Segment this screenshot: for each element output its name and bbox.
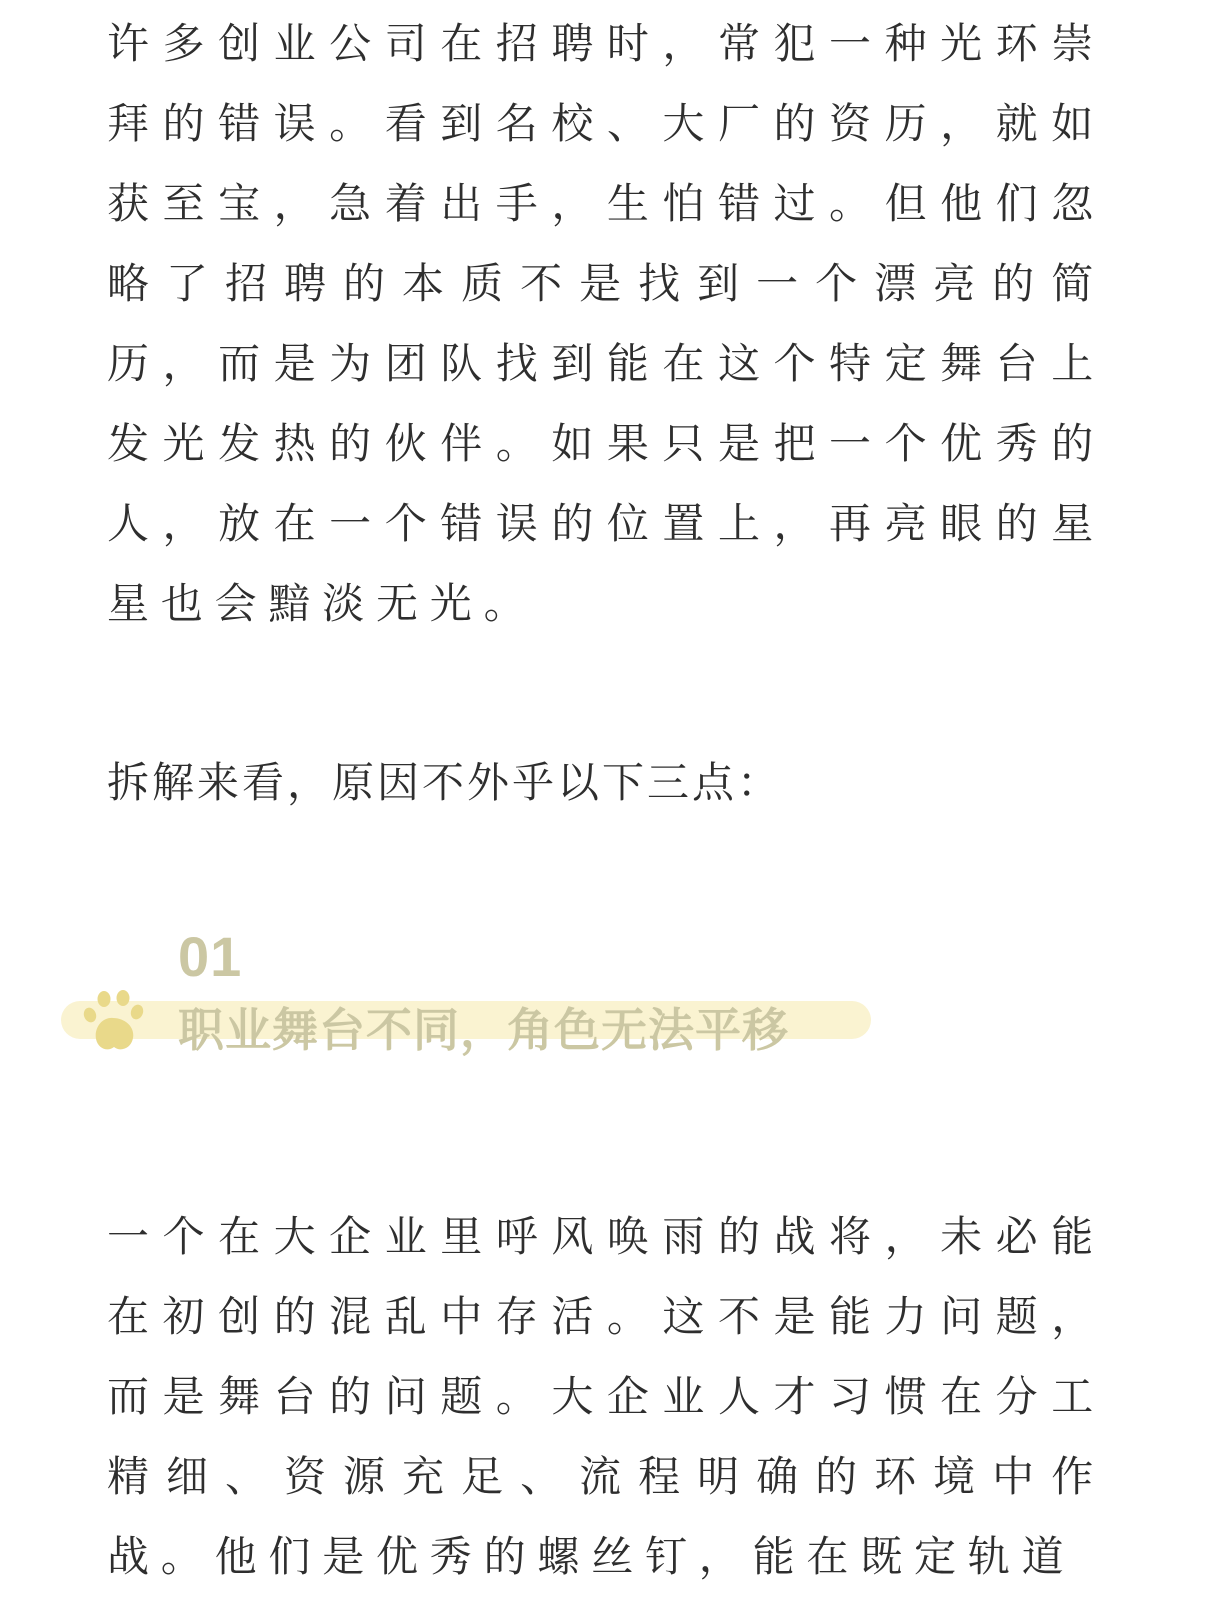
paragraph: 一个在大企业里呼风唤雨的战将，未必能在初创的混乱中存活。这不是能力问题，而是舞台的问题。大企业人才习惯在分工精细、资源充足、流程明确的环境中作战。他们是优秀的螺丝钉，能在既定轨道 bbox=[107, 1212, 1105, 1581]
section-title: 职业舞台不同，角色无法平移 bbox=[178, 1003, 789, 1057]
paragraph: 拆解来看，原因不外乎以下三点： bbox=[107, 758, 783, 807]
section-number: 01 bbox=[178, 925, 243, 988]
paragraph: 许多创业公司在招聘时，常犯一种光环崇拜的错误。看到名校、大厂的资历，就如获至宝，急着出手，生怕错过。但他们忽略了招聘的本质不是找到一个漂亮的简历，而是为团队找到能在这个特定舞台上发光发热的伙伴。如果只是把一个优秀的人，放在一个错误的位置上，再亮眼的星星也会黯淡无光。 bbox=[107, 19, 1105, 628]
paw-icon bbox=[82, 986, 148, 1056]
